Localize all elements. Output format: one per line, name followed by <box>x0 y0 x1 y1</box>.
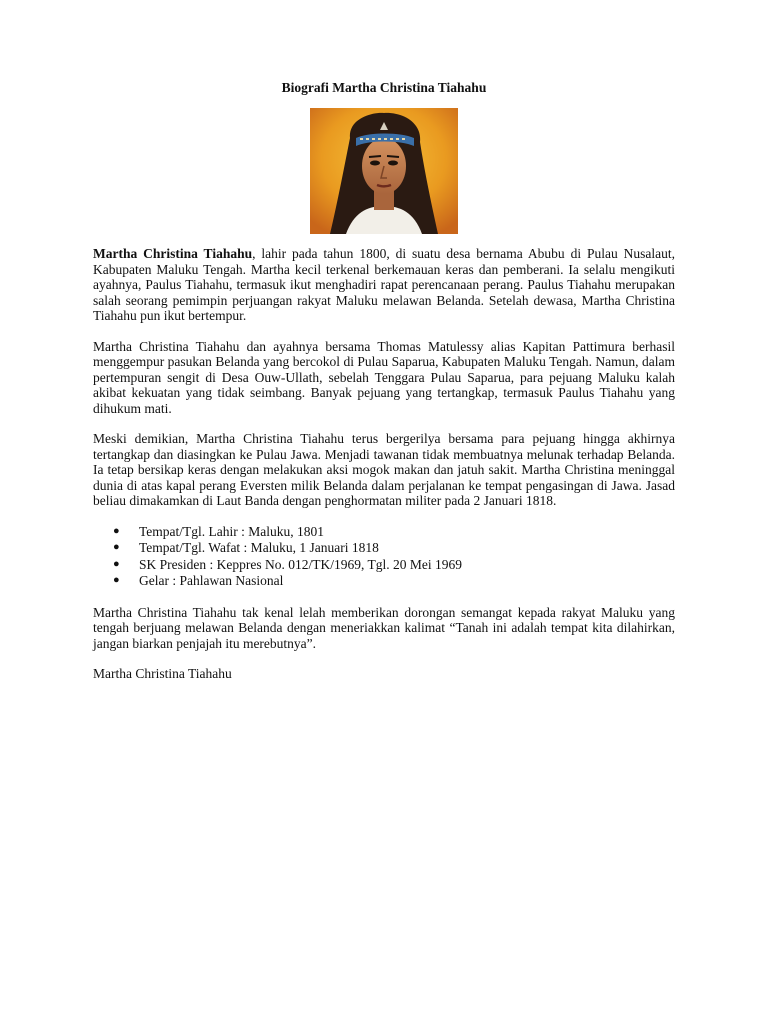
biography-paragraph-3: Meski demikian, Martha Christina Tiahahu terus bergerilya bersama para pejuang hingga akhirnya tertangkap dan diasingkan ke Pulau Jawa. Menjadi tawanan tidak membuatnya melunak terhadap Belanda. Ia tetap bersikap keras dengan melakukan aksi mogok makan dan jatuh sakit. Martha Christina meninggal dunia di atas kapal perang Eversten milik Belanda dalam perjalanan ke tempat pengasingan di Jawa. Jasad beliau dimakamkan di Laut Banda dengan penghormatan militer pada 2 Januari 1818. <box>93 431 675 508</box>
biography-paragraph-1 <box>93 246 675 324</box>
list-item <box>93 573 675 590</box>
paragraph-1-text: , lahir pada tahun 1800, di suatu desa bernama Abubu di Pulau Nusalaut, Kabupaten Maluku Tengah. Martha kecil terkenal berkemauan keras dan pemberani. Ia selalu mengikuti ayahnya, Paulus Tiahahu, termasuk ikut menghadiri rapat perencanaan perang. Paulus Tiahahu merupakan salah seorang pemimpin perjuangan rakyat Maluku melawan Belanda. Setelah dewasa, Martha Christina Tiahahu pun ikut bertempur. <box>93 246 675 323</box>
list-item <box>93 540 675 557</box>
fact-death: Tempat/Tgl. Wafat : Maluku, 1 Januari 1818 <box>139 540 379 555</box>
list-item <box>93 557 675 574</box>
bullet-icon: ● <box>113 524 120 537</box>
subject-name: Martha Christina Tiahahu <box>93 246 253 261</box>
fact-birth: Tempat/Tgl. Lahir : Maluku, 1801 <box>139 523 325 539</box>
biography-paragraph-2: Martha Christina Tiahahu dan ayahnya bersama Thomas Matulessy alias Kapitan Pattimura berhasil menggempur pasukan Belanda yang bercokol di Pulau Saparua, Kabupaten Maluku Tengah. Namun, dalam pertempuran sengit di Desa Ouw-Ullath, sebelah Tenggara Pulau Saparua, para pejuang Maluku kalah akibat kekuatan yang tidak seimbang. Banyak pejuang yang tertangkap, termasuk Paulus Tiahahu yang dihukum mati. <box>93 338 675 416</box>
biography-paragraph-4: Martha Christina Tiahahu tak kenal lelah memberikan dorongan semangat kepada rakyat Maluku yang tengah berjuang melawan Belanda dengan meneriakkan kalimat “Tanah ini adalah tempat kita dilahirkan, jangan biarkan penjajah itu merebutnya”. <box>93 604 675 651</box>
list-item <box>93 524 675 541</box>
document-title: Biografi Martha Christina Tiahahu <box>281 80 487 95</box>
bullet-icon: ● <box>113 574 120 586</box>
facts-list <box>93 524 675 590</box>
fact-decree: SK Presiden : Keppres No. 012/TK/1969, Tgl. 20 Mei 1969 <box>139 556 462 572</box>
bullet-icon: ● <box>113 541 120 553</box>
closing-line: Martha Christina Tiahahu <box>93 666 232 681</box>
bullet-icon: ● <box>113 557 120 570</box>
portrait-illustration <box>310 108 458 234</box>
fact-title: Gelar : Pahlawan Nasional <box>139 573 284 588</box>
portrait-image <box>310 108 458 234</box>
document-body <box>93 246 675 697</box>
